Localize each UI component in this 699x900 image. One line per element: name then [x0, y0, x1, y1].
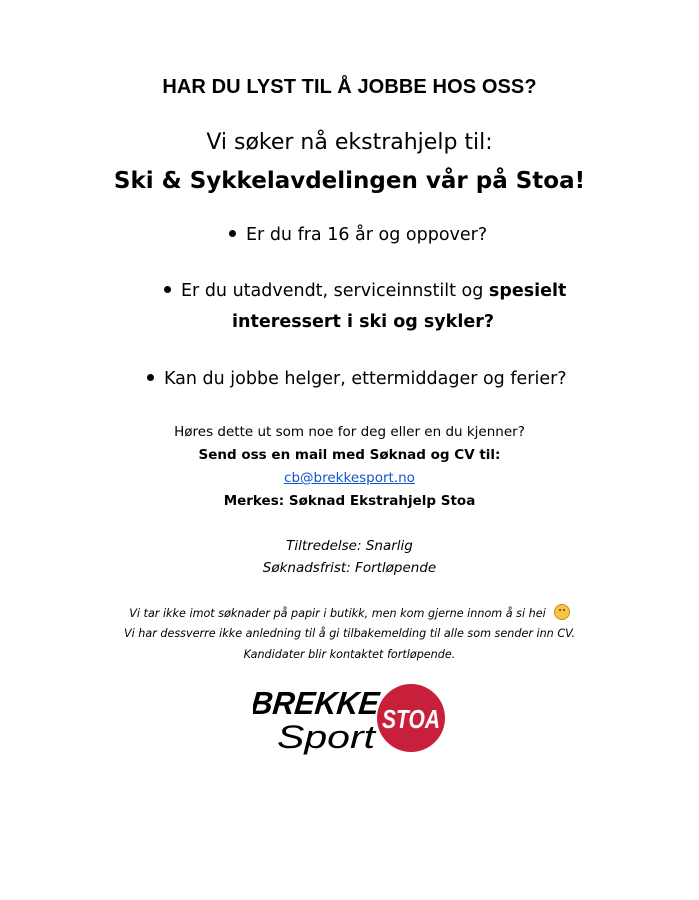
- department-title: Ski & Sykkelavdelingen vår på Stoa!: [113, 168, 586, 194]
- bullet-item-availability: [147, 369, 567, 389]
- bullet-text-personality: Er du utadvendt, serviceinnstilt og: [181, 281, 489, 301]
- brekke-sport-stoa-logo: [253, 684, 448, 756]
- bullet-text-personality-bold: spesielt: [488, 281, 567, 301]
- footnote-line-1: [0, 606, 699, 622]
- logo-brand-top: BREKKE: [253, 685, 388, 721]
- bullet-text-age: Er du fra 16 år og oppover?: [246, 225, 488, 245]
- footnote-line-3: Kandidater blir kontaktet fortløpende.: [243, 648, 456, 661]
- bullet-item-personality: [164, 281, 566, 301]
- bullet-dot-icon: [229, 230, 236, 237]
- footnote-text-1: Vi tar ikke imot søknader på papir i butikk, men kom gjerne innom å si hei: [129, 607, 546, 620]
- footnote-line-2: Vi har dessverre ikke anledning til å gi tilbakemelding til alle som sender inn CV.: [123, 627, 576, 640]
- contact-email-line: [0, 470, 699, 486]
- contact-instruction: Send oss en mail med Søknad og CV til:: [198, 447, 501, 463]
- bullet-text-availability: Kan du jobbe helger, ettermiddager og ferier?: [164, 369, 567, 389]
- bullet-dot-icon: [164, 286, 171, 293]
- contact-question: Høres dette ut som noe for deg eller en du kjenner?: [174, 424, 525, 440]
- bullet-dot-icon: [147, 374, 154, 381]
- email-link[interactable]: cb@brekkesport.no: [284, 470, 415, 486]
- logo-brand-bottom: Sport: [277, 719, 377, 755]
- logo-location: STOA: [382, 704, 440, 734]
- headline: HAR DU LYST TIL Å JOBBE HOS OSS?: [162, 76, 537, 98]
- subheadline: Vi søker nå ekstrahjelp til:: [206, 130, 493, 155]
- bullet-item-age: [229, 225, 487, 245]
- start-date: Tiltredelse: Snarlig: [286, 538, 413, 554]
- contact-subject-line: Merkes: Søknad Ekstrahjelp Stoa: [223, 493, 476, 509]
- bullet-text-personality-continued: interessert i ski og sykler?: [232, 312, 494, 332]
- application-deadline: Søknadsfrist: Fortløpende: [262, 560, 437, 576]
- smiley-emoji-icon: [554, 604, 570, 620]
